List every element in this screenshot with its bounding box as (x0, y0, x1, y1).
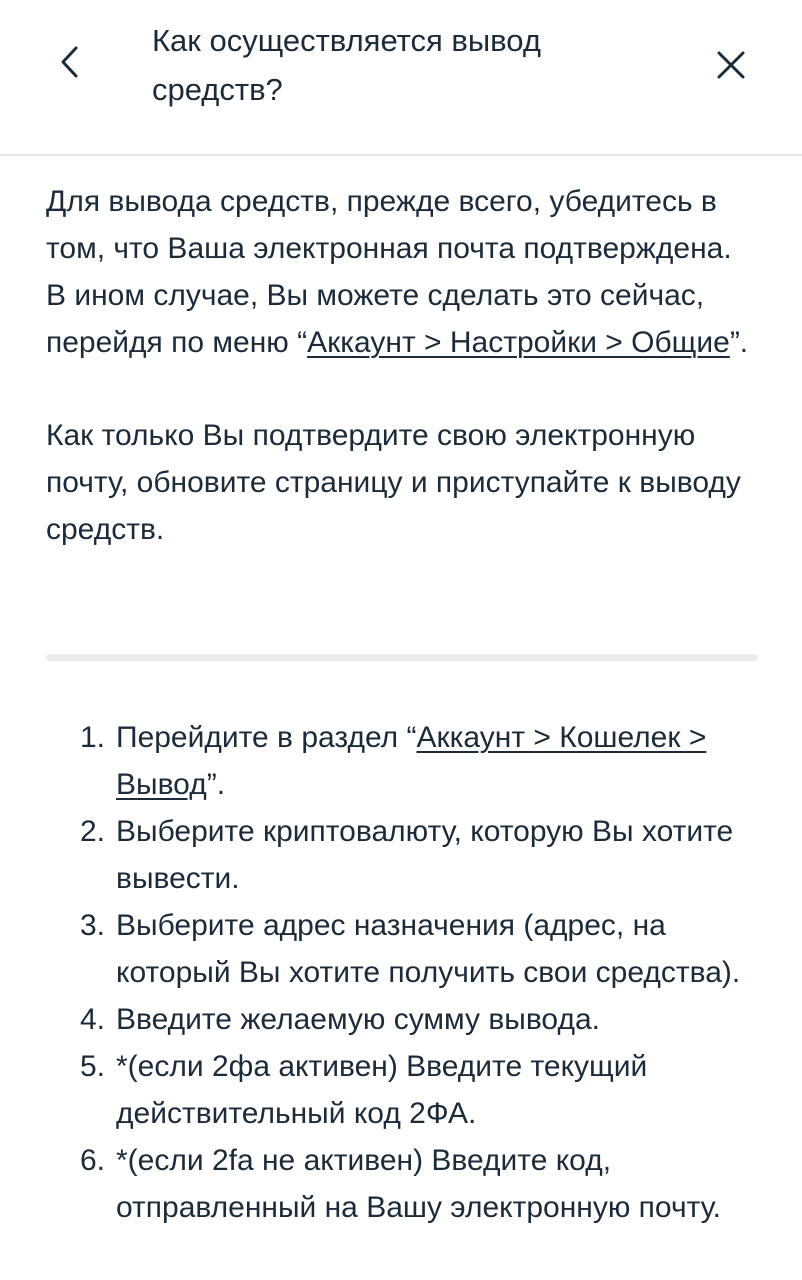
wallet-withdraw-link[interactable]: Аккаунт > Кошелек > Вывод (116, 721, 707, 801)
intro-paragraph (46, 178, 758, 366)
step-text: Введите желаемую сумму вывода. (116, 1003, 600, 1036)
intro-text: Для вывода средств, прежде всего, убедитесь в том, что Ваша электронная почта подтверждена. В ином случае, Вы можете сделать это сейчас, перейдя по меню “ (46, 185, 732, 359)
step-text: *(если 2fa не активен) Введите код, отправленный на Вашу электронную почту. (116, 1144, 721, 1224)
back-button[interactable] (48, 40, 92, 84)
step-number: 3. (80, 909, 106, 942)
account-settings-link[interactable]: Аккаунт > Настройки > Общие (307, 326, 730, 359)
list-item (80, 808, 770, 902)
section-divider (46, 654, 758, 661)
step-text: Выберите криптовалюту, которую Вы хотите вывести. (116, 815, 734, 895)
list-item (80, 996, 770, 1043)
article-body (46, 178, 758, 553)
step-number: 2. (80, 815, 106, 848)
step-text: *(если 2фа активен) Введите текущий действительный код 2ФА. (116, 1050, 648, 1130)
step-number: 5. (80, 1050, 106, 1083)
step-text-end: ”. (206, 768, 226, 801)
chevron-left-icon (59, 45, 81, 79)
close-icon (716, 50, 746, 80)
step-number: 1. (80, 721, 106, 754)
step-text: Перейдите в раздел “ (116, 721, 417, 754)
list-item (80, 902, 770, 996)
page-title: Как осуществляется вывод средств? (152, 23, 541, 107)
close-button[interactable] (706, 40, 756, 90)
step-number: 4. (80, 1003, 106, 1036)
steps-list (80, 714, 770, 1231)
after-confirm-paragraph: Как только Вы подтвердите свою электронную почту, обновите страницу и приступайте к выводу средств. (46, 419, 741, 546)
intro-text-end: ”. (729, 326, 749, 359)
list-item (80, 714, 770, 808)
step-text: Выберите адрес назначения (адрес, на который Вы хотите получить свои средства). (116, 909, 741, 989)
step-number: 6. (80, 1144, 106, 1177)
list-item (80, 1043, 770, 1137)
list-item (80, 1137, 770, 1231)
header-bar (0, 0, 802, 156)
